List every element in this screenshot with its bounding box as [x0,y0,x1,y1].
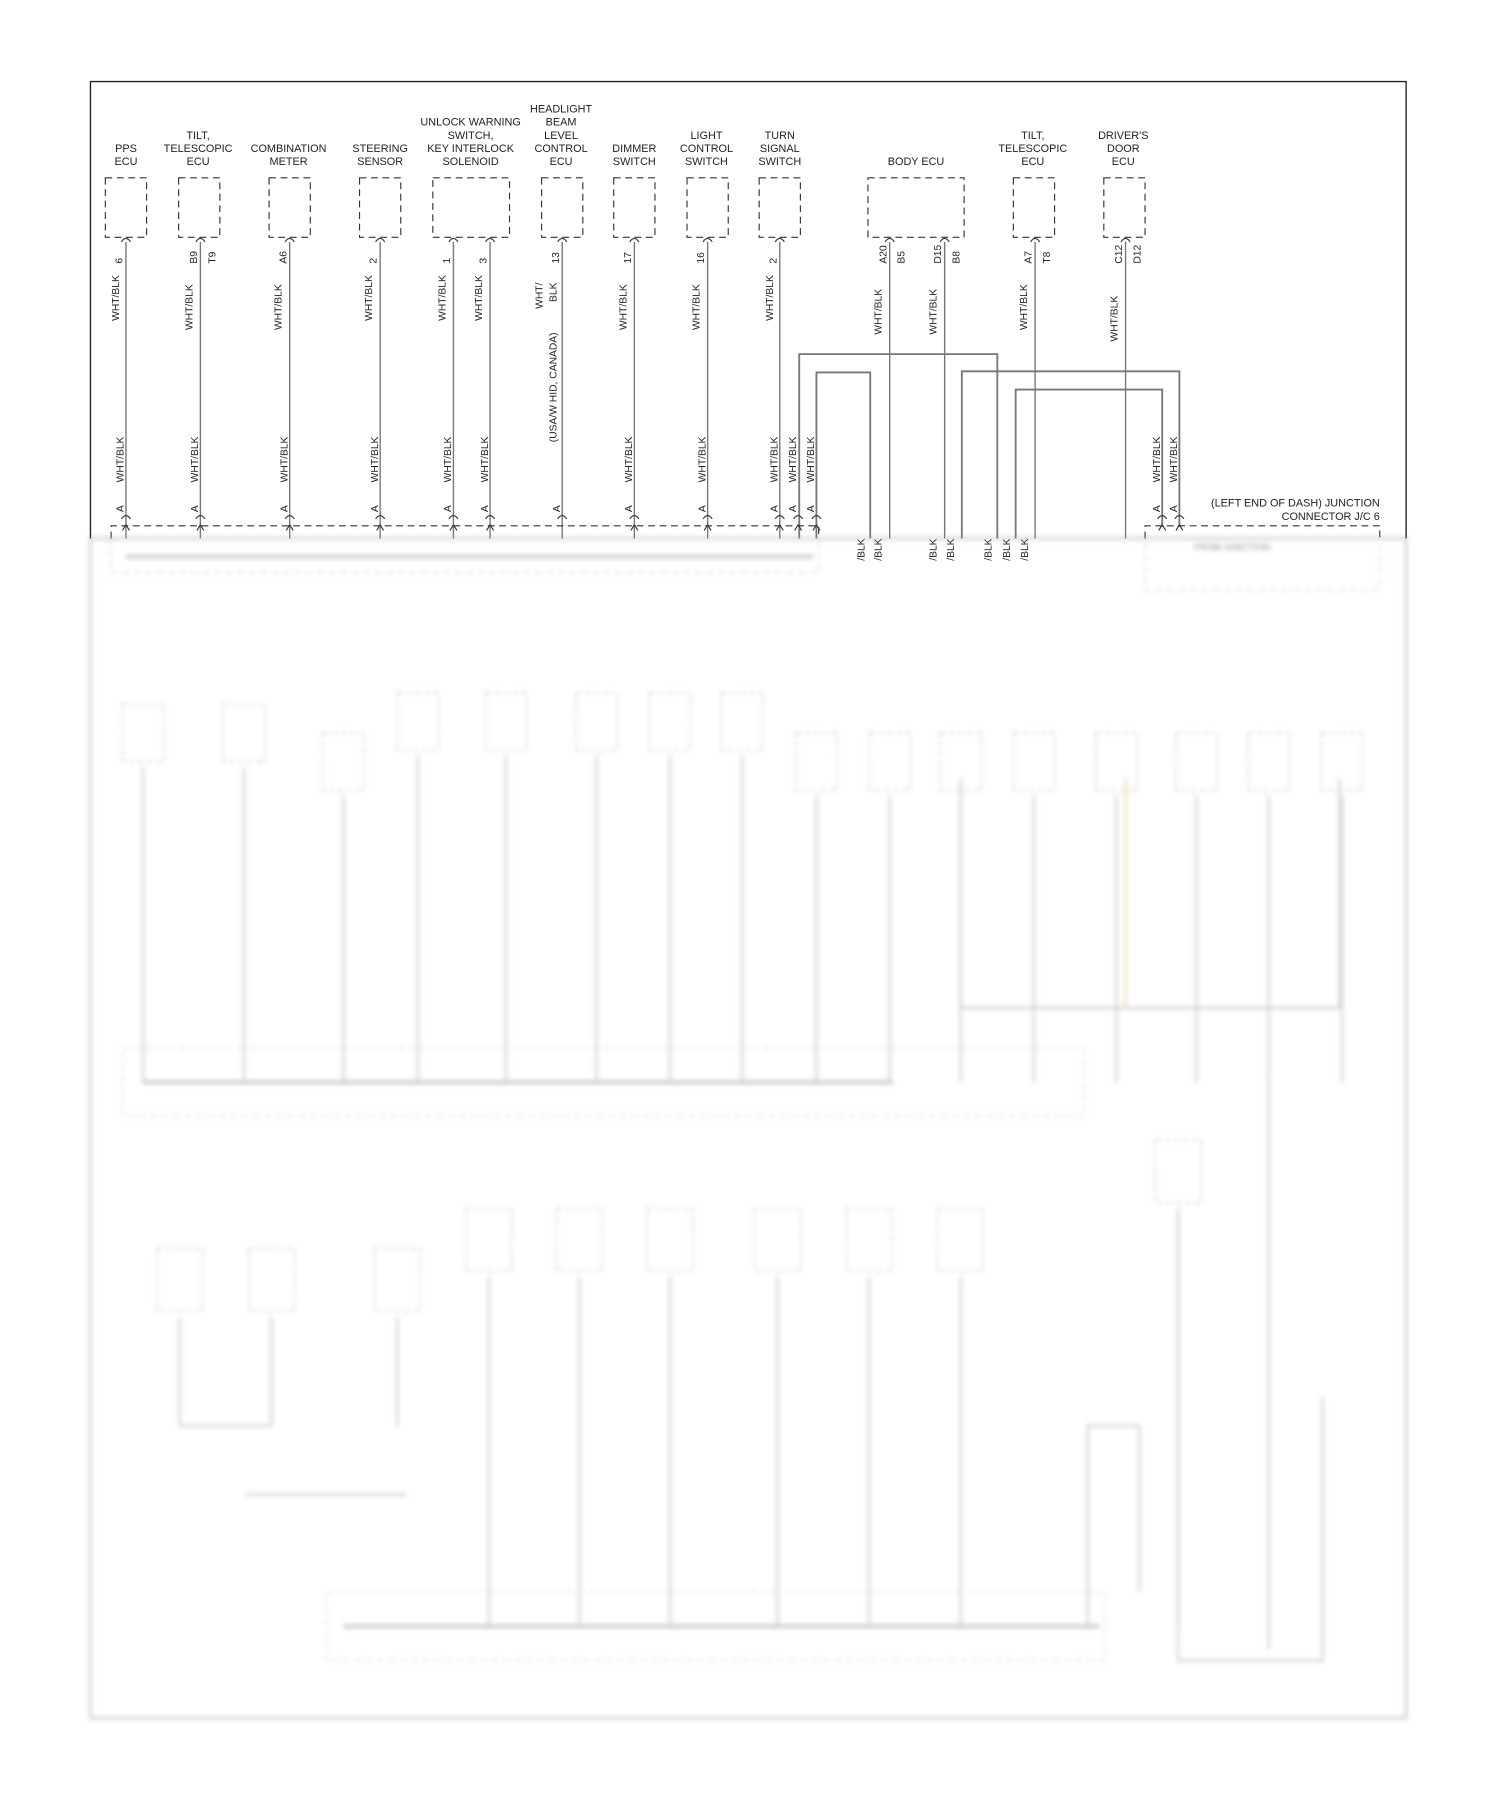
component-box [1013,178,1054,238]
component-tilt-telescopic-ecu-2 [998,130,1067,264]
component-label: COMBINATION [250,143,327,156]
pin-number: A20 [878,245,890,264]
pin-number: 6 [114,257,126,264]
pin-number: T9 [207,251,219,264]
component-label: BODY ECU [887,156,945,169]
diagram-top-section [90,82,1406,561]
component-box [614,178,655,238]
component-label: LEVEL [544,129,578,142]
component-box [157,1248,203,1311]
component-box [1096,733,1137,790]
component-label: ECU [1111,156,1135,169]
connector-pin-label: A [279,505,291,513]
component-box [323,733,364,790]
pin-number: A6 [278,251,290,264]
pin-number: B5 [896,251,908,264]
wire [1178,1214,1322,1661]
connector-socket-icon [558,238,567,241]
wire [180,1426,407,1495]
connector-pin-label: A [806,505,818,513]
wire-color-label: WHT/BLK [279,436,291,483]
wire [1088,1426,1140,1626]
connector-socket-icon [285,238,294,241]
component-box [466,1208,512,1271]
pin-number: B8 [951,251,963,264]
component-box [248,1248,294,1311]
component-box [397,693,438,750]
wire-color-label: WHT/BLK [806,436,818,483]
component-label: DOOR [1106,143,1140,156]
component-label: SWITCH [758,156,802,169]
component-box [123,704,164,761]
component-label: METER [269,156,308,169]
component-box [647,1208,693,1271]
pin-number: 2 [368,257,380,264]
connector-pin-label: A [1169,505,1181,513]
wire-color-label: WHT/BLK [697,436,709,483]
connector-socket-icon [703,238,712,241]
wire-color-label: /BLK [945,538,957,561]
connector-pin-label: A [190,505,202,513]
wire-color-label: WHT/BLK [190,436,202,483]
wire-color-label: WHT/BLK [437,275,449,321]
component-label: CONTROL [534,143,588,156]
component-body-ecu [868,156,964,263]
wire-color-label: /BLK [1020,538,1032,561]
component-box [576,693,617,750]
component-label: TELESCOPIC [163,143,233,156]
wire-color-label: WHT/BLK [769,436,781,483]
wire-color-label: WHT/BLK [928,288,940,335]
wire [816,372,870,538]
component-label: SWITCH [612,156,656,169]
component-label: TELESCOPIC [998,143,1068,156]
component-box [556,1208,602,1271]
connector-socket-icon [449,238,458,241]
wire-color-label: /BLK [928,538,940,561]
connector-arrow-icon [794,516,803,531]
wire-color-label: /BLK [1001,538,1013,561]
wire-color-label: WHT/BLK [443,436,455,483]
component-box [721,693,762,750]
component-box [868,178,964,238]
wire-color-label: BLK [548,282,560,303]
wire-color-label: WHT/BLK [1169,436,1181,483]
connector-socket-icon [940,238,949,241]
wire-color-label: WHT/BLK [691,284,703,331]
junction-inner-label: FROM JUNCTION [1194,541,1270,552]
connector-pin-label: A [443,505,455,513]
wire-color-label: WHT/BLK [624,436,636,483]
pin-number: 3 [478,257,490,264]
component-box [269,178,310,238]
component-box [1248,733,1289,790]
headlight-note: (USA/W HID, CANADA) [548,332,560,443]
wire [799,354,997,538]
frame-lower [90,538,1406,1717]
component-label: STEERING [352,143,408,156]
component-box [687,178,728,238]
wire-color-label: WHT/BLK [618,284,630,331]
component-combination-meter [251,143,327,264]
pin-number: T8 [1042,251,1053,264]
connector-pin-label: A [624,505,636,513]
component-label: TURN [764,129,795,142]
wire [962,371,1180,538]
connector-pin-label: A [769,505,781,513]
wire-color-label: WHT/BLK [273,284,285,331]
component-label: TILT, [1021,129,1045,142]
connector-pin-label: A [551,505,563,513]
component-label: ECU [114,156,138,169]
wire-color-label: WHT/BLK [479,436,491,483]
junction-connector-jc6-outline [1145,526,1380,539]
component-box [1176,733,1217,790]
wire [1016,390,1163,539]
wire-color-label: WHT/BLK [184,284,196,331]
component-box [1155,1140,1201,1203]
wire-color-label: WHT/BLK [787,436,799,483]
component-label: UNLOCK WARNING [420,116,521,129]
connector-socket-icon [376,238,385,241]
wire-color-label: WHT/BLK [111,275,123,321]
pin-number: 2 [768,257,780,264]
wire-color-label: /BLK [856,538,868,561]
component-box [1321,733,1362,790]
component-box [846,1208,892,1271]
pin-number: B9 [188,251,200,264]
wire-color-label: WHT/BLK [873,288,885,335]
component-label: CONTROL [679,143,734,156]
component-box [649,693,690,750]
component-box [1104,178,1145,238]
component-box [105,178,146,238]
wire-color-label: WHT/ [534,282,546,309]
component-box [374,1248,420,1311]
component-label: TILT, [186,129,210,142]
junction-connector-outline [111,526,819,539]
connector-socket-icon [196,238,205,241]
wire-color-label: /BLK [983,538,995,561]
component-label: LIGHT [690,129,723,142]
connector-socket-icon [1121,238,1130,241]
component-box [223,704,264,761]
component-label: HEADLIGHT [529,103,593,116]
wire-color-label: WHT/BLK [1109,295,1121,342]
junction-label: (LEFT END OF DASH) JUNCTION [1211,497,1380,510]
component-unlock-warning-switch [420,117,520,264]
component-label: DRIVER'S [1098,129,1149,142]
component-label: SIGNAL [759,143,800,156]
component-box [759,178,800,238]
component-box [938,1208,984,1271]
wire [961,779,1340,1008]
wire-color-label: WHT/BLK [364,275,376,321]
component-box [485,693,526,750]
connector-pin-label: A [115,505,127,513]
wire-color-label: /BLK [873,538,885,561]
wire-color-label: WHT/BLK [1151,436,1163,483]
component-tilt-telescopic-ecu [164,130,233,264]
connector-socket-icon [485,238,494,241]
connector-socket-icon [885,238,894,241]
component-box [796,733,837,790]
pin-number: 16 [696,252,708,264]
component-label: ECU [1021,156,1045,169]
component-label: SOLENOID [442,156,499,169]
wire-color-label: WHT/BLK [115,436,127,483]
component-label: SENSOR [357,156,404,169]
wire-color-label: WHT/BLK [1019,284,1031,331]
component-label: ECU [186,156,210,169]
pin-number: 13 [550,252,562,264]
connector-pin-label: A [1151,505,1163,513]
component-box [360,178,401,238]
component-label: DIMMER [612,143,657,156]
connector-socket-icon [775,238,784,241]
connector-socket-icon [121,238,130,241]
component-drivers-door-ecu [1098,130,1148,264]
pin-number: 1 [442,257,453,264]
connector-pin-label: A [479,505,491,513]
component-label: ECU [549,156,573,169]
component-label: SWITCH, [447,129,494,142]
pin-number: C12 [1114,244,1126,264]
connector-pin-label: A [787,505,799,513]
junction-label: CONNECTOR J/C 6 [1281,511,1380,524]
component-box [542,178,583,238]
pin-number: A7 [1023,251,1035,264]
connector-socket-icon [630,238,639,241]
wire-color-label: WHT/BLK [369,436,381,483]
component-label: PPS [115,143,137,156]
component-box [1013,733,1054,790]
component-box [179,178,220,238]
component-label: BEAM [545,116,577,129]
component-label: SWITCH [685,156,728,169]
component-box [755,1208,801,1271]
connector-pin-label: A [697,505,709,513]
pin-number: 17 [622,252,634,264]
wire-color-label: WHT/BLK [764,275,776,321]
connector-pin-label: A [369,505,381,513]
pin-number: D15 [933,244,945,264]
component-box [433,178,510,238]
component-light-control-switch [680,130,733,264]
wire-color-label: WHT/BLK [474,275,486,321]
connector-socket-icon [1031,238,1040,241]
diagram-blurred-section [90,538,1406,1717]
pin-number: D12 [1132,244,1144,264]
component-headlight-beam-level-control-ecu [530,104,593,264]
component-box [869,733,910,790]
component-label: KEY INTERLOCK [427,143,514,156]
